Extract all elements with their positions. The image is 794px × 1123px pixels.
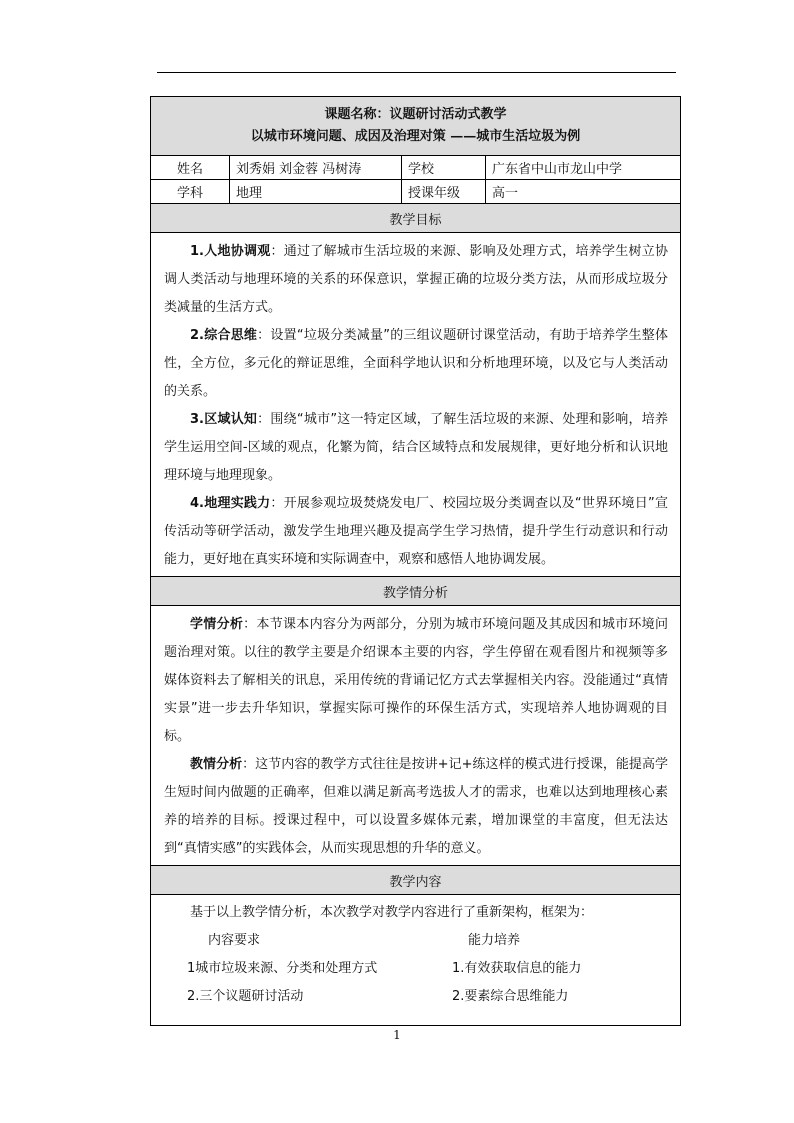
content-body [151, 895, 680, 1011]
header-rule [157, 72, 676, 73]
school-label: 学校 [402, 156, 486, 179]
course-title: 课题名称：议题研讨活动式教学 [324, 107, 507, 122]
subject-label: 学科 [151, 180, 230, 203]
content-row [164, 955, 668, 983]
analysis-body [151, 606, 680, 866]
goal-item: 2.综合思维：设置“垃圾分类减量”的三组议题研讨课堂活动，有助于培养学生整体性，全方位，多元化的辩证思维，全面科学地认识和分析地理环境，以及它与人类活动的关系。 [164, 328, 668, 399]
content-columns-header [164, 927, 668, 955]
content-col-left-head: 内容要求 [208, 933, 261, 948]
goals-body [151, 233, 680, 577]
name-value: 刘秀娟 刘金蓉 冯树涛 [230, 156, 402, 179]
course-subtitle: 以城市环境问题、成因及治理对策 ——城市生活垃圾为例 [250, 129, 581, 144]
goals-heading: 教学目标 [151, 204, 680, 233]
grade-label: 授课年级 [402, 180, 486, 203]
analysis-item: 教情分析：这节内容的教学方式往往是按讲+记+练这样的模式进行授课，能提高学生短时间内做题的正确率，但难以满足新高考选拔人才的需求，也难以达到地理核心素养的培养的目标。授课过程中，可以设置多媒体元素，增加课堂的丰富度，但无法达到“真情实感”的实践体会，从而实现思想的升华的意义。 [164, 757, 668, 856]
goal-item: 3.区域认知：围绕“城市”这一特定区域，了解生活垃圾的来源、处理和影响，培养学生运用空间-区域的观点，化繁为简，结合区域特点和发展规律，更好地分析和认识地理环境与地理现象。 [164, 412, 668, 483]
analysis-item: 学情分析：本节课本内容分为两部分，分别为城市环境问题及其成因和城市环境问题治理对策。以往的教学主要是介绍课本主要的内容，学生停留在观看图片和视频等多媒体资料去了解相关的讯息，采用传统的背诵记忆方式去掌握相关内容。没能通过“真情实景”进一步去升华知识，掌握实际可操作的环保生活方式，实现培养人地协调观的目标。 [164, 617, 668, 744]
title-block [151, 97, 680, 156]
content-row [164, 983, 668, 1011]
content-row-right: 2.要素综合思维能力 [452, 989, 569, 1004]
content-row-right: 1.有效获取信息的能力 [452, 961, 582, 976]
subject-value: 地理 [230, 180, 402, 203]
school-value: 广东省中山市龙山中学 [492, 162, 623, 177]
analysis-heading: 教学情分析 [151, 577, 680, 606]
lesson-plan-table [150, 96, 681, 1026]
info-row-subject [151, 180, 680, 204]
content-row-left: 1城市垃圾来源、分类和处理方式 [187, 961, 378, 976]
goal-item: 1.人地协调观：通过了解城市生活垃圾的来源、影响及处理方式，培养学生树立协调人类活动与地理环境的关系的环保意识，掌握正确的垃圾分类方法，从而形成垃圾分类减量的生活方式。 [164, 244, 668, 315]
name-label: 姓名 [151, 156, 230, 179]
info-row-name [151, 156, 680, 180]
content-col-right-head: 能力培养 [468, 933, 521, 948]
grade-value: 高一 [492, 186, 519, 201]
content-row-left: 2.三个议题研讨活动 [187, 989, 304, 1004]
content-heading: 教学内容 [151, 866, 680, 895]
goal-item: 4.地理实践力：开展参观垃圾焚烧发电厂、校园垃圾分类调查以及“世界环境日”宣传活动等研学活动，激发学生地理兴趣及提高学生学习热情，提升学生行动意识和行动能力，更好地在真实环境和实际调查中，观察和感悟人地协调发展。 [164, 496, 668, 567]
content-intro: 基于以上教学情分析，本次教学对教学内容进行了重新架构，框架为： [190, 905, 594, 920]
page-number: 1 [393, 1028, 401, 1042]
